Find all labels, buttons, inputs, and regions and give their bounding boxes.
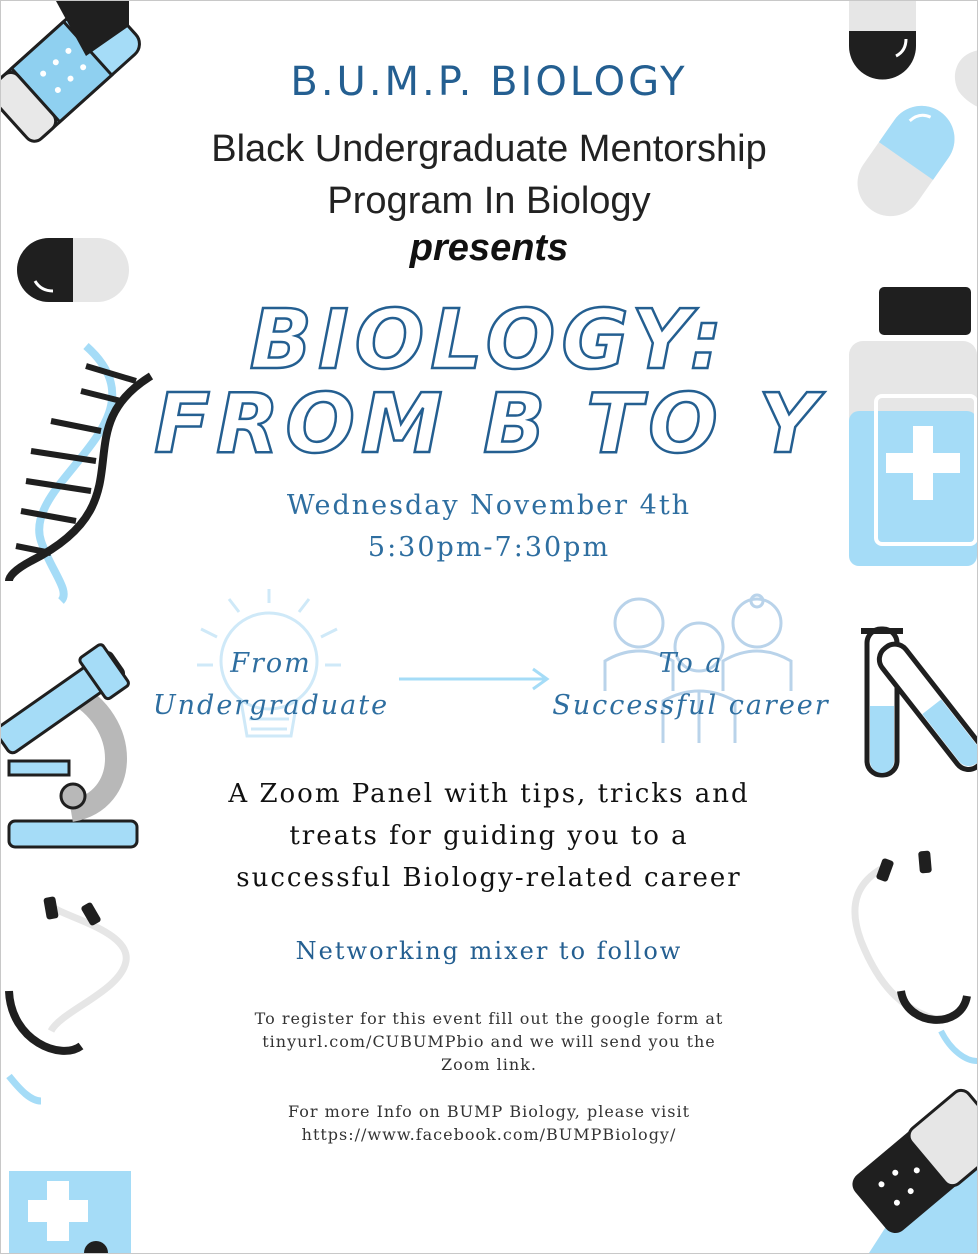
event-datetime <box>1 485 977 569</box>
more-info-line1: For more Info on BUMP Biology, please visit <box>288 1102 690 1121</box>
event-date: Wednesday November 4th <box>286 490 692 521</box>
registration-line1: To register for this event fill out the google form at <box>254 1009 724 1028</box>
flow-to-target: Successful career <box>552 690 830 721</box>
event-title <box>1 293 977 472</box>
event-title-line1: BIOLOGY: <box>249 293 729 388</box>
flow-from-target: Undergraduate <box>152 690 390 721</box>
event-description <box>1 773 977 899</box>
event-title-line2: FROM B TO Y <box>154 377 824 472</box>
org-full-name <box>1 123 977 227</box>
facebook-link[interactable]: https://www.facebook.com/BUMPBiology/ <box>301 1125 677 1144</box>
networking-mixer-note: Networking mixer to follow <box>295 937 683 965</box>
org-acronym: B.U.M.P. BIOLOGY <box>290 59 688 105</box>
description-line2: treats for guiding you to a <box>289 821 689 851</box>
more-info <box>1 1100 977 1146</box>
test-tubes-icon <box>861 629 977 775</box>
flow-to <box>551 643 831 727</box>
arrow-right-icon <box>399 669 547 689</box>
registration-info <box>1 1007 977 1076</box>
registration-line3: Zoom link. <box>441 1055 537 1074</box>
org-name-line2: Program In Biology <box>327 180 651 222</box>
presents-label: presents <box>409 227 569 269</box>
flow-from <box>141 643 401 727</box>
org-name-line1: Black Undergraduate Mentorship <box>211 128 767 170</box>
description-line1: A Zoom Panel with tips, tricks and <box>228 779 750 809</box>
event-time: 5:30pm-7:30pm <box>367 532 611 563</box>
registration-line2: tinyurl.com/CUBUMPbio and we will send you the <box>262 1032 716 1051</box>
first-aid-icon <box>9 1171 131 1253</box>
description-line3: successful Biology-related career <box>236 863 742 893</box>
flow-from-word: From <box>230 648 312 679</box>
flow-to-word: To a <box>658 648 724 679</box>
